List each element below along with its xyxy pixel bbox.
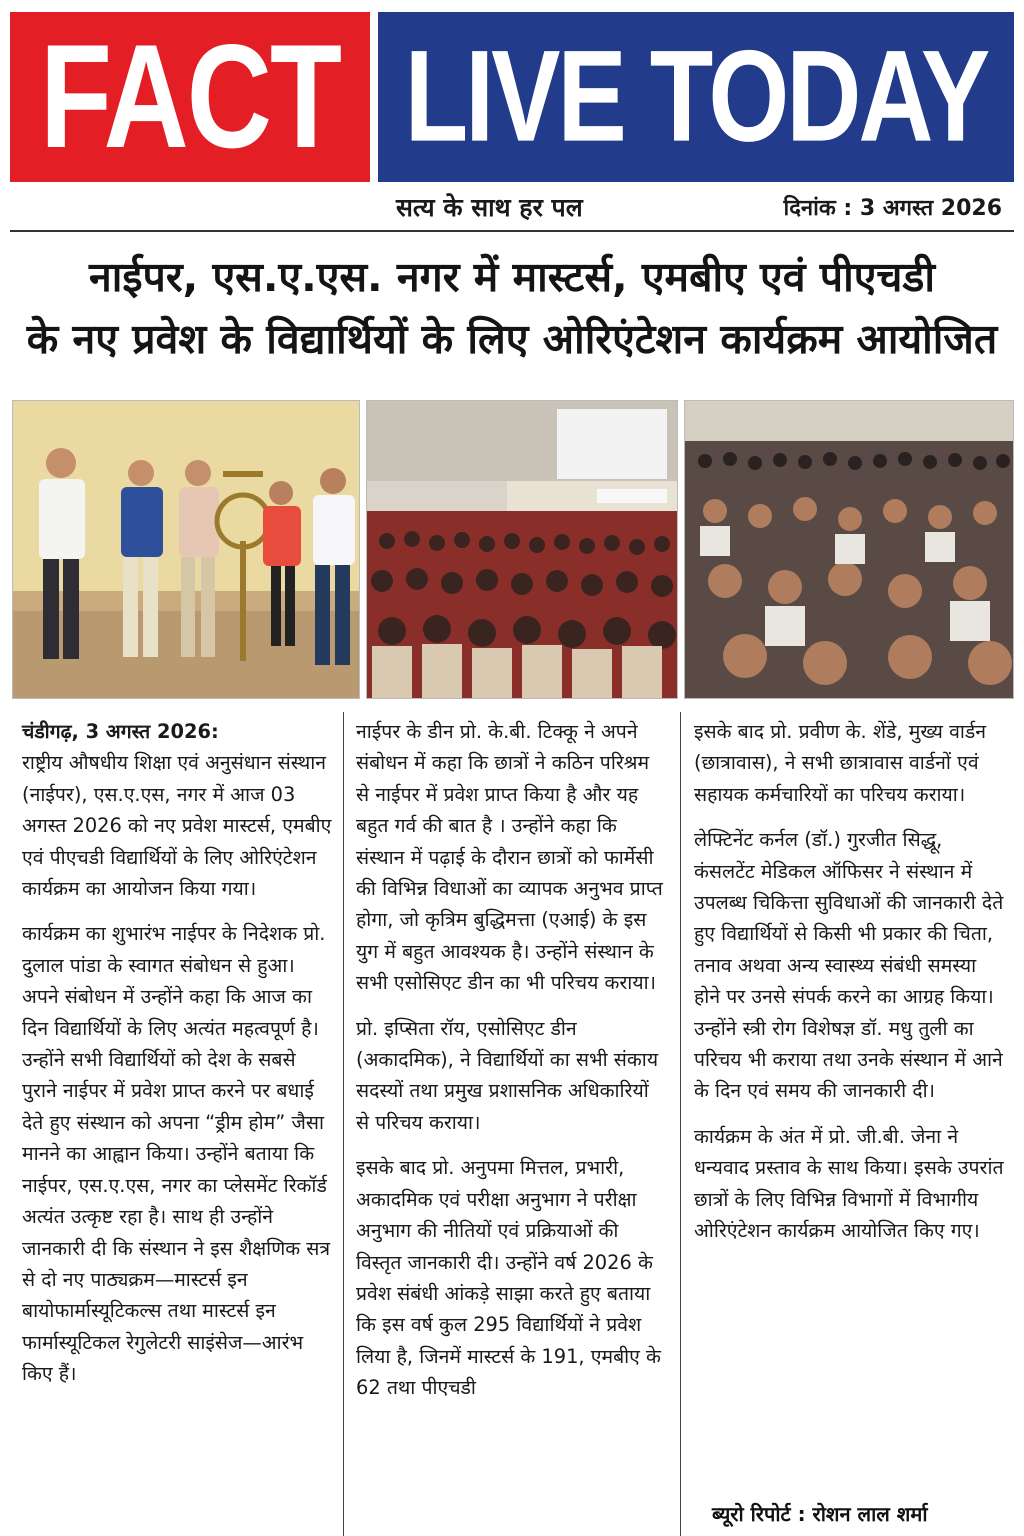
article-paragraph: इसके बाद प्रो. प्रवीण के. शेंडे, मुख्य वार्डन (छात्रावास), ने सभी छात्रावास वार्डनों एवं सहायक कर्मचारियों का परिचय कराया।: [694, 720, 987, 806]
masthead: [10, 12, 1014, 182]
article-paragraph: कार्यक्रम के अंत में प्रो. जी.बी. जेना ने धन्यवाद प्रस्ताव के साथ किया। इसके उपरांत छात्रों के लिए विभिन्न विभागों में विभागीय ओरिएंटेशन कार्यक्रम आयोजित किए गए।: [694, 1124, 1004, 1243]
article-paragraph: लेफ्टिनेंट कर्नल (डॉ.) गुरजीत सिद्धू, कंसलटेंट मेडिकल ऑफिसर ने संस्थान में उपलब्ध चिकित्ता सुविधाओं की जानकारी देते हुए विद्यार्थियों से किसी भी प्रकार की चिता, तनाव अथवा अन्य स्वास्थ्य संबंधी समस्या होने पर उनसे संपर्क करने का आग्रह किया। उन्होंने स्त्री रोग विशेषज्ञ डॉ. मधु तुली का परिचय भी कराया तथा उनके संस्थान में आने के दिन एवं समय की जानकारी दी।: [694, 828, 1004, 1103]
headline: [10, 246, 1014, 370]
tagline: सत्य के साथ हर पल: [396, 193, 583, 222]
headline-line-2: के नए प्रवेश के विद्यार्थियों के लिए ओरिएंटेशन कार्यक्रम आयोजित: [26, 315, 998, 363]
column-divider: [680, 712, 681, 1536]
column-divider: [343, 712, 344, 1536]
byline: ब्यूरो रिपोर्ट : रोशन लाल शर्मा: [712, 1502, 928, 1526]
brand-logo-fact: [10, 12, 370, 182]
article-column-1: [22, 716, 332, 1404]
headline-line-1: नाईपर, एस.ए.एस. नगर में मास्टर्स, एमबीए एवं पीएचडी: [89, 253, 935, 301]
brand-live-text: LIVE TODAY: [404, 23, 988, 169]
article-paragraph: नाईपर के डीन प्रो. के.बी. टिक्कू ने अपने संबोधन में कहा कि छात्रों ने कठिन परिश्रम से नाईपर में प्रवेश प्राप्त किया है और यह बहुत गर्व की बात है । उन्होंने कहा कि संस्थान में पढ़ाई के दौरान छात्रों को फार्मेसी की विभिन्न विधाओं का व्यापक अनुभव प्राप्त होगा, जो कृत्रिम बुद्धिमत्ता (एआई) के इस युग में बहुत आवश्यक है। उन्होंने संस्थान के सभी एसोसिएट डीन का भी परिचय कराया।: [356, 720, 663, 995]
article-paragraph: प्रो. इप्सिता रॉय, एसोसिएट डीन (अकादमिक), ने विद्यार्थियों का सभी संकाय सदस्यों तथा प्रमुख प्रशासनिक अधिकारियों से परिचय कराया।: [356, 1016, 659, 1134]
article-column-3: [694, 716, 1004, 1261]
article-column-2: [356, 716, 668, 1418]
brand-logo-live-today: [378, 12, 1014, 182]
issue-date: दिनांक : 3 अगस्त 2026: [783, 196, 1002, 221]
article-paragraph: इसके बाद प्रो. अनुपमा मित्तल, प्रभारी, अकादमिक एवं परीक्षा अनुभाग ने परीक्षा अनुभाग की नीतियों एवं प्रक्रियाओं की विस्तृत जानकारी दी। उन्होंने वर्ष 2026 के प्रवेश संबंधी आंकड़े साझा करते हुए बताया कि इस वर्ष कुल 295 विद्यार्थियों ने प्रवेश लिया है, जिनमें मास्टर्स के 191, एमबीए के 62 तथा पीएचडी: [356, 1156, 661, 1400]
article-paragraph: राष्ट्रीय औषधीय शिक्षा एवं अनुसंधान संस्थान (नाईपर), एस.ए.एस, नगर में आज 03 अगस्त 2026 को नए प्रवेश मास्टर्स, एमबीए एवं पीएचडी विद्यार्थियों के लिए ओरिएंटेशन कार्यक्रम का आयोजन किया गया।: [22, 751, 332, 901]
article-dateline: चंडीगढ़, 3 अगस्त 2026:: [22, 720, 219, 743]
divider: [10, 230, 1014, 232]
brand-fact-text: FACT: [39, 14, 341, 180]
photo-lamp-lighting: [12, 400, 360, 699]
article-paragraph: कार्यक्रम का शुभारंभ नाईपर के निदेशक प्रो. दुलाल पांडा के स्वागत संबोधन से हुआ। अपने संबोधन में उन्होंने कहा कि आज का दिन विद्यार्थियों के लिए अत्यंत महत्वपूर्ण है। उन्होंने सभी विद्यार्थियों को देश के सबसे पुराने नाईपर में प्रवेश प्राप्त करने पर बधाई देते हुए संस्थान को अपना “ड्रीम होम” जैसा मानने का आह्वान किया। उन्होंने बताया कि नाईपर, एस.ए.एस, नगर का प्लेसमेंट रिकॉर्ड अत्यंत उत्कृष्ट रहा है। साथ ही उन्होंने जानकारी दी कि संस्थान ने इस शैक्षणिक सत्र से दो नए पाठ्यक्रम—मास्टर्स इन बायोफार्मास्यूटिकल्स तथा मास्टर्स इन फार्मास्यूटिकल रेगुलेटरी साइंसेज—आरंभ किए हैं।: [22, 922, 331, 1386]
photo-auditorium-stage: [366, 400, 678, 699]
photo-audience: [684, 400, 1014, 699]
